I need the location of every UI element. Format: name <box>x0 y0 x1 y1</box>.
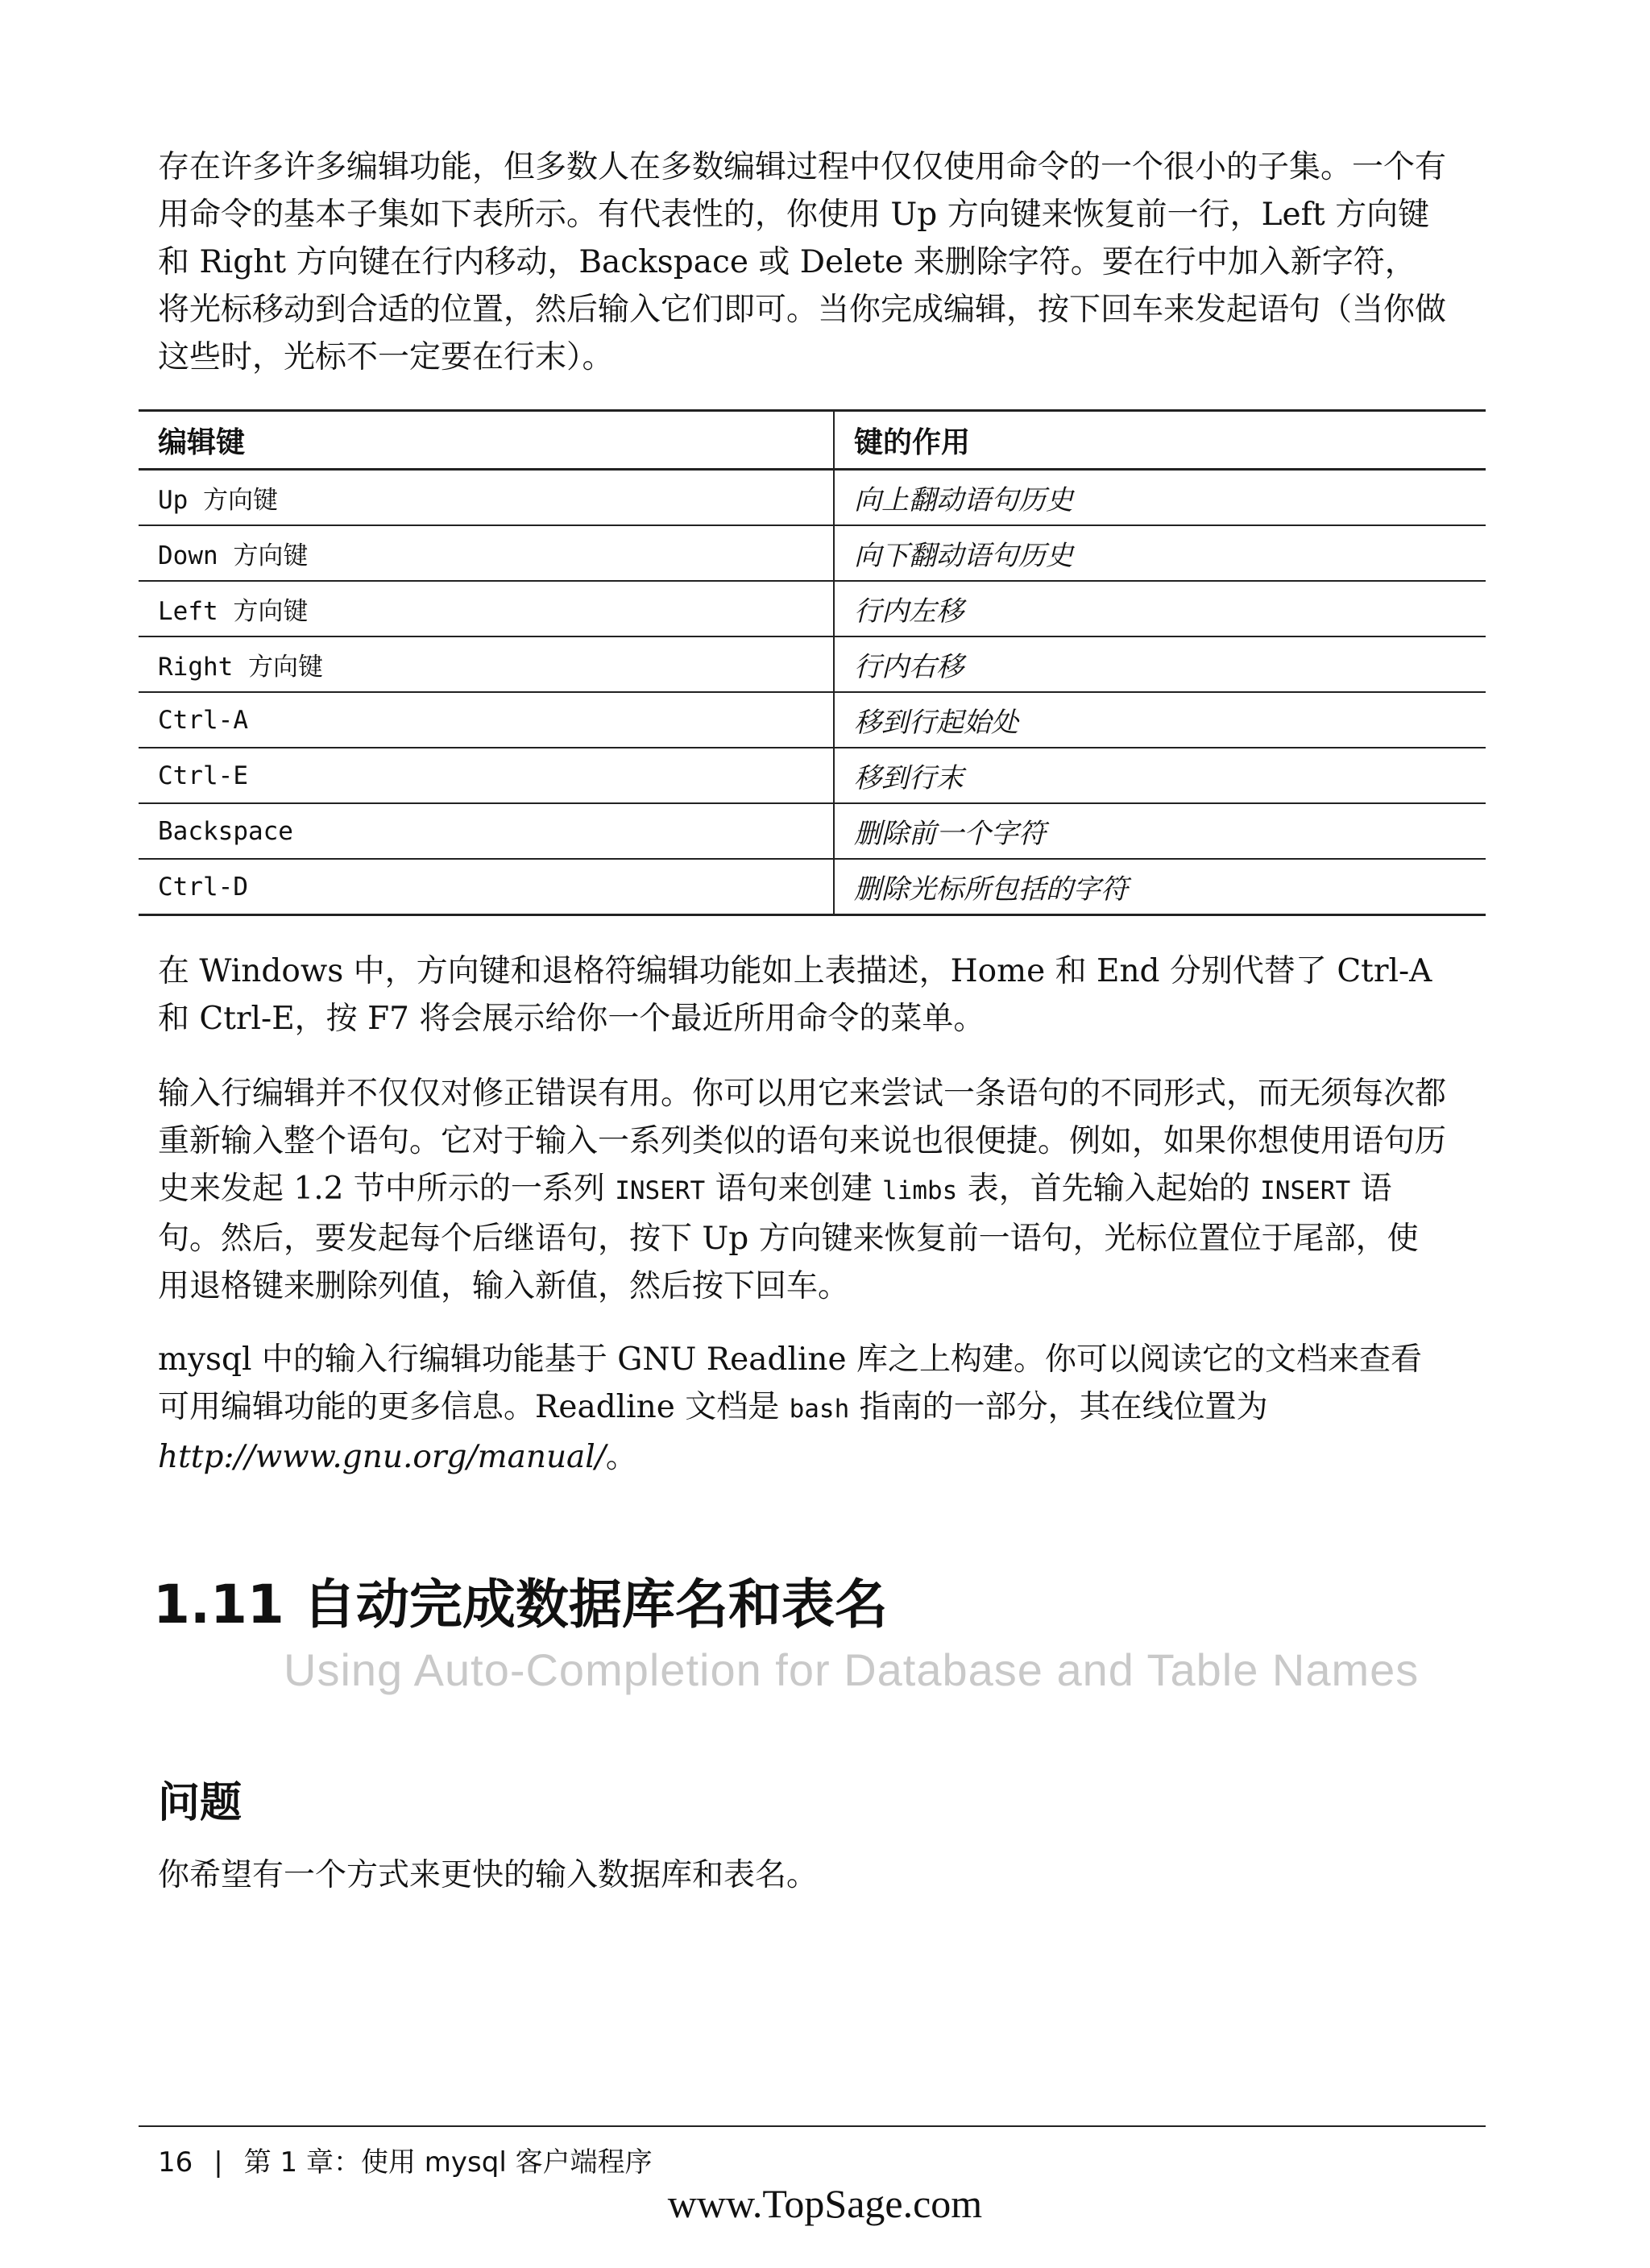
table-row <box>139 803 1486 859</box>
code-insert: INSERT <box>615 1176 706 1205</box>
effect-cell: 行内左移 <box>834 581 1486 636</box>
manual-link[interactable]: http://www.gnu.org/manual/ <box>158 1439 606 1475</box>
code-insert-2: INSERT <box>1260 1176 1351 1205</box>
key-cell: Ctrl-D <box>139 859 834 915</box>
key-cell: Right 方向键 <box>139 636 834 692</box>
page-number: 16 <box>158 2146 193 2179</box>
table-row <box>139 859 1486 915</box>
key-cell: Left 方向键 <box>139 581 834 636</box>
effect-cell: 向下翻动语句历史 <box>834 525 1486 581</box>
editing-paragraph <box>158 1070 1447 1310</box>
readline-text-3: 。 <box>605 1439 637 1475</box>
key-cell: Ctrl-A <box>139 692 834 748</box>
editing-text-3: 表，首先输入起始的 <box>957 1171 1261 1207</box>
code-bash: bash <box>789 1395 850 1424</box>
effect-cell: 行内右移 <box>834 636 1486 692</box>
windows-paragraph: 在 Windows 中，方向键和退格符编辑功能如上表描述，Home 和 End 分别代替了 Ctrl-A 和 Ctrl-E，按 F7 将会展示给你一个最近所用命令的菜单。 <box>158 953 1432 1037</box>
table-row <box>139 692 1486 748</box>
readline-text-1: mysql 中的输入行编辑功能基于 GNU Readline 库之上构建。你可以阅读它的文档来查看可用编辑功能的更多信息。Readline 文档是 <box>158 1341 1423 1425</box>
column-header-effect: 键的作用 <box>834 411 1486 470</box>
chapter-title: 第 1 章：使用 mysql 客户端程序 <box>243 2146 653 2179</box>
effect-cell: 移到行末 <box>834 748 1486 803</box>
table-row <box>139 748 1486 803</box>
table-header-row <box>139 411 1486 470</box>
problem-text: 你希望有一个方式来更快的输入数据库和表名。 <box>158 1857 819 1893</box>
site-watermark: www.TopSage.com <box>667 2181 983 2226</box>
page-footer <box>158 2140 653 2179</box>
editing-text-4: 语句。然后，要发起每个后继语句，按下 Up 方向键来恢复前一语句，光标位置位于尾部，使用退格键来删除列值，输入新值，然后按下回车。 <box>158 1171 1419 1304</box>
effect-cell: 删除光标所包括的字符 <box>834 859 1486 915</box>
section-title: 1.11 自动完成数据库名和表名 <box>153 1574 888 1636</box>
footer-separator: | <box>214 2146 223 2179</box>
effect-cell: 移到行起始处 <box>834 692 1486 748</box>
editing-text-2: 语句来创建 <box>705 1171 882 1207</box>
column-header-key: 编辑键 <box>139 411 834 470</box>
editing-keys-table <box>139 409 1486 916</box>
table-row <box>139 636 1486 692</box>
readline-text-2: 指南的一部分，其在线位置为 <box>849 1389 1268 1425</box>
effect-cell: 删除前一个字符 <box>834 803 1486 859</box>
problem-heading: 问题 <box>158 1779 243 1827</box>
key-cell: Backspace <box>139 803 834 859</box>
intro-paragraph: 存在许多许多编辑功能，但多数人在多数编辑过程中仅仅使用命令的一个很小的子集。一个有用命令的基本子集如下表所示。有代表性的，你使用 Up 方向键来恢复前一行，Left 方向键和 Right 方向键在行内移动，Backspace 或 Delete 来删除字符。要在行中加入新字符，将光标移动到合适的位置，然后输入它们即可。当你完成编辑，按下回车来发起语句（当你做这些时，光标不一定要在行末）。 <box>158 149 1447 375</box>
key-cell: Up 方向键 <box>139 470 834 526</box>
effect-cell: 向上翻动语句历史 <box>834 470 1486 526</box>
table-row <box>139 581 1486 636</box>
readline-paragraph <box>158 1336 1447 1481</box>
key-cell: Down 方向键 <box>139 525 834 581</box>
table-row <box>139 470 1486 526</box>
table-row <box>139 525 1486 581</box>
editing-text-1: 输入行编辑并不仅仅对修正错误有用。你可以用它来尝试一条语句的不同形式，而无须每次都重新输入整个语句。它对于输入一系列类似的语句来说也很便捷。例如，如果你想使用语句历史来发起 1.2 节中所示的一系列 <box>158 1076 1447 1207</box>
code-limbs: limbs <box>882 1176 958 1205</box>
section-subtitle: Using Auto-Completion for Database and Table Names <box>284 1644 1420 1695</box>
footer-rule <box>139 2125 1486 2127</box>
key-cell: Ctrl-E <box>139 748 834 803</box>
